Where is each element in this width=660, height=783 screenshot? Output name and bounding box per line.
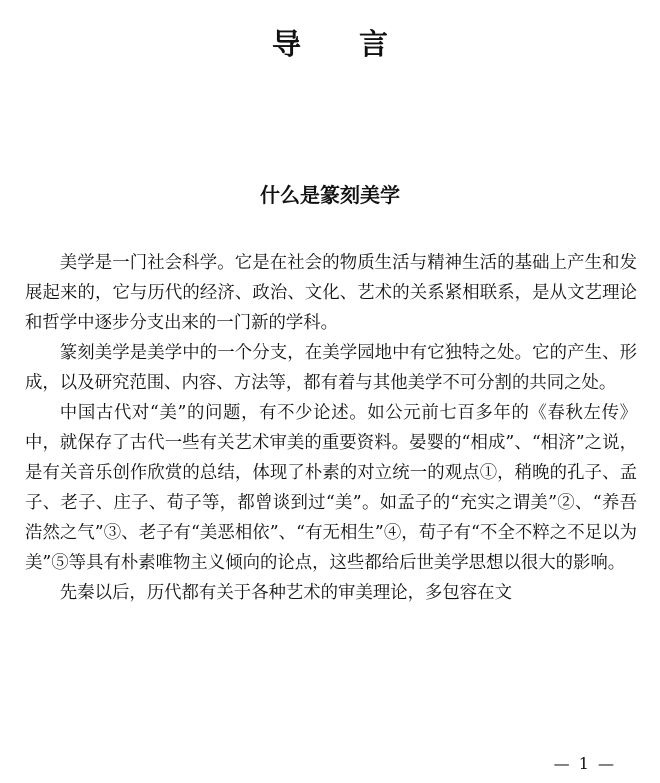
chapter-title: 导言 xyxy=(271,27,446,61)
paragraph: 中国古代对“美”的问题，有不少论述。如公元前七百多年的《春秋左传》中，就保存了古代一些有关艺术审美的重要资料。晏婴的“相成”、“相济”之说，是有关音乐创作欣赏的总结，体现了朴素的对立统一的观点①，稍晚的孔子、孟子、老子、庄子、荀子等，都曾谈到过“美”。如孟子的“充实之谓美”②、“养吾浩然之气”③、老子有“美恶相依”、“有无相生”④，荀子有“不全不粹之不足以为美”⑤等具有朴素唯物主义倾向的论点，这些都给后世美学思想以很大的影响。 xyxy=(25,403,637,573)
paragraph: 美学是一门社会科学。它是在社会的物质生活与精神生活的基础上产生和发展起来的，它与历代的经济、政治、文化、艺术的关系紧相联系，是从文艺理论和哲学中逐步分支出来的一门新的学科。 xyxy=(25,253,637,333)
page-number: — 1 — xyxy=(553,754,616,773)
paragraph: 先秦以后，历代都有关于各种艺术的审美理论，多包容在文 xyxy=(59,583,512,603)
section-title: 什么是篆刻美学 xyxy=(260,183,400,207)
body-text xyxy=(25,248,637,608)
paragraph: 篆刻美学是美学中的一个分支，在美学园地中有它独特之处。它的产生、形成，以及研究范围、内容、方法等，都有着与其他美学不可分割的共同之处。 xyxy=(25,343,637,393)
